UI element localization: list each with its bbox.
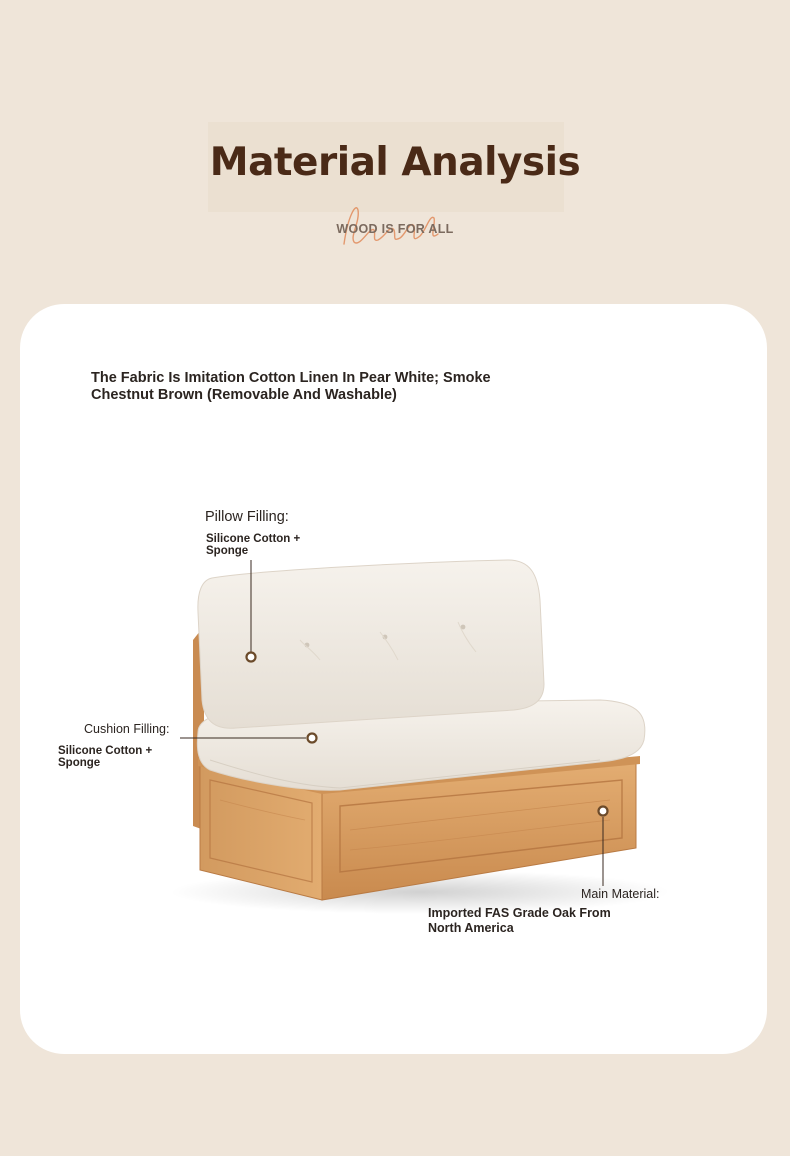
frame-marker xyxy=(599,807,608,816)
pillow-filling-title: Pillow Filling: xyxy=(205,509,289,525)
pillow-marker xyxy=(247,653,256,662)
fabric-description: The Fabric Is Imitation Cotton Linen In Pear White; Smoke Chestnut Brown (Removable And Washable) xyxy=(91,370,491,403)
main-material-detail: Imported FAS Grade Oak From North America xyxy=(428,906,611,935)
main-material-title: Main Material: xyxy=(581,887,660,901)
brand-tagline: WOOD IS FOR ALL xyxy=(336,222,454,236)
page-title: Material Analysis xyxy=(209,140,581,185)
cushion-marker xyxy=(308,734,317,743)
cushion-filling-detail: Silicone Cotton + Sponge xyxy=(58,745,153,769)
pillow-filling-detail: Silicone Cotton + Sponge xyxy=(206,533,301,557)
cushion-filling-title: Cushion Filling: xyxy=(84,722,170,736)
